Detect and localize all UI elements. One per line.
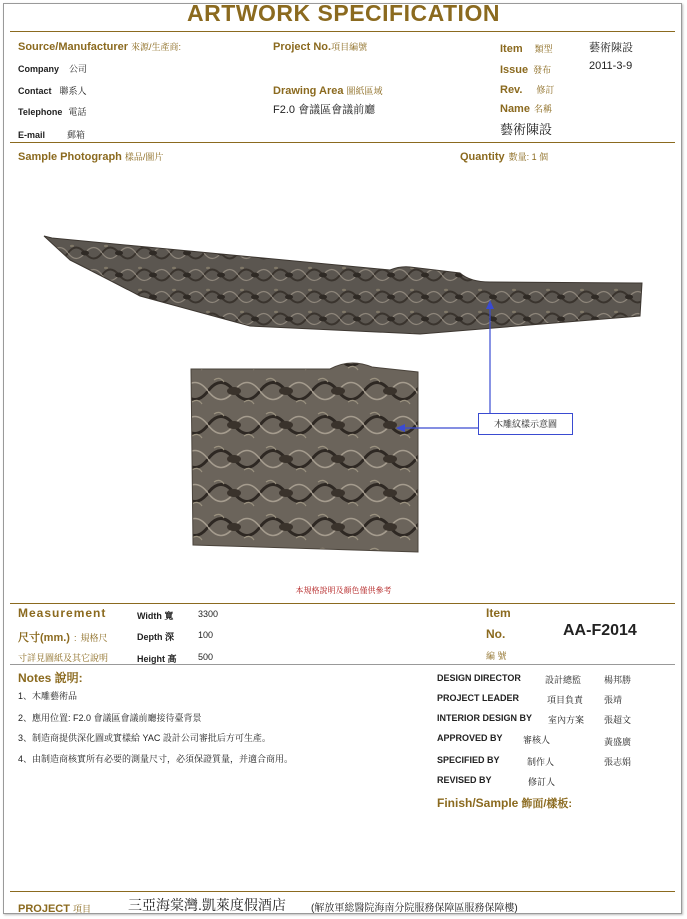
dimension-note: 寸詳見圖紙及其它說明: [18, 653, 109, 663]
page-title: ARTWORK SPECIFICATION: [187, 0, 500, 26]
dimension-label: 尺寸(mm.) : 規格尺: [18, 632, 108, 644]
source-label: Source/Manufacturer 來源/生產商:: [18, 41, 182, 53]
signoff-role-cn-3: 室內方案: [548, 715, 585, 725]
width-label: Width 寬: [137, 611, 174, 621]
signoff-role-1: DESIGN DIRECTOR: [437, 673, 521, 683]
measurement-divider: [10, 664, 675, 665]
item-no-value: AA-F2014: [563, 622, 637, 639]
drawing-area-label: Drawing Area 圖紙區域: [273, 85, 383, 97]
note-item-2: 2、應用位置: F2.0 會議區會議前廳接待臺背景: [18, 713, 202, 723]
signoff-role-cn-4: 審核人: [523, 735, 551, 745]
project-no-label: Project No.項目編號: [273, 41, 368, 53]
note-item-1: 1、木雕藝術品: [18, 691, 78, 701]
item-no-label-2: No.: [486, 627, 506, 641]
signoff-role-cn-1: 設計總監: [545, 675, 582, 685]
issue-label: Issue 發布: [500, 64, 552, 76]
height-value: 500: [198, 652, 214, 662]
signoff-role-2: PROJECT LEADER: [437, 693, 520, 703]
height-label: Height 高: [137, 654, 177, 664]
item-no-label-cn: 編 號: [486, 651, 507, 661]
footer-project-label: PROJECT 項目: [18, 903, 91, 915]
email-label: E-mail 郵箱: [18, 130, 86, 140]
note-item-4: 4、由制造商核實所有必要的測量尺寸，必須保證質量，并適合商用。: [18, 754, 294, 764]
drawing-area-value: F2.0 會議區會議前廳: [273, 104, 376, 116]
rev-label: Rev. 修訂: [500, 84, 555, 96]
signoff-name-3: 張超文: [604, 715, 632, 725]
item-label: Item 類型: [500, 43, 553, 55]
color-disclaimer: 本規格說明及顏色僅供參考: [295, 586, 392, 595]
telephone-label: Telephone 電話: [18, 107, 87, 117]
depth-label: Depth 深: [137, 632, 174, 642]
note-item-3: 3、制造商提供深化圖或實樣給 YAC 設計公司審批后方可生產。: [18, 733, 271, 743]
company-label: Company 公司: [18, 64, 88, 74]
quantity-label: Quantity 數量: 1 個: [460, 151, 549, 163]
signoff-role-5: SPECIFIED BY: [437, 755, 500, 765]
detail-callout: 木雕紋樣示意圖: [478, 413, 573, 435]
issue-value: 2011-3-9: [589, 60, 633, 72]
finish-sample-label: Finish/Sample 飾面/樣板:: [437, 796, 573, 810]
footer-project-note: (解放軍総醫院海南分院服務保障區服務保障樓): [311, 903, 518, 914]
signoff-role-6: REVISED BY: [437, 775, 492, 785]
item-no-label-1: Item: [486, 606, 511, 620]
signoff-role-cn-5: 制作人: [527, 757, 555, 767]
width-value: 3300: [198, 609, 219, 619]
sample-photo-label: Sample Photograph 樣品/圖片: [18, 151, 164, 163]
notes-label: Notes 說明:: [18, 671, 83, 685]
item-value: 藝術陳設: [589, 42, 633, 54]
signoff-role-cn-2: 項目負責: [547, 695, 584, 705]
name-label: Name 名稱: [500, 103, 552, 115]
footer-project-name: 三亞海棠灣.凱萊度假酒店: [128, 897, 286, 913]
photo-divider: [10, 603, 675, 604]
signoff-name-1: 楊邦勝: [604, 675, 632, 685]
footer-divider: [10, 891, 675, 892]
measurement-label: Measurement: [18, 606, 107, 620]
depth-value: 100: [198, 630, 214, 640]
signoff-name-2: 張靖: [604, 695, 623, 705]
signoff-role-cn-6: 修訂人: [528, 777, 556, 787]
signoff-role-4: APPROVED BY: [437, 733, 503, 743]
signoff-name-5: 張志娟: [604, 757, 632, 767]
contact-label: Contact 聯系人: [18, 86, 87, 96]
signoff-name-4: 黃盛廣: [604, 737, 632, 747]
name-value: 藝術陳設: [500, 122, 553, 137]
signoff-role-3: INTERIOR DESIGN BY: [437, 713, 533, 723]
